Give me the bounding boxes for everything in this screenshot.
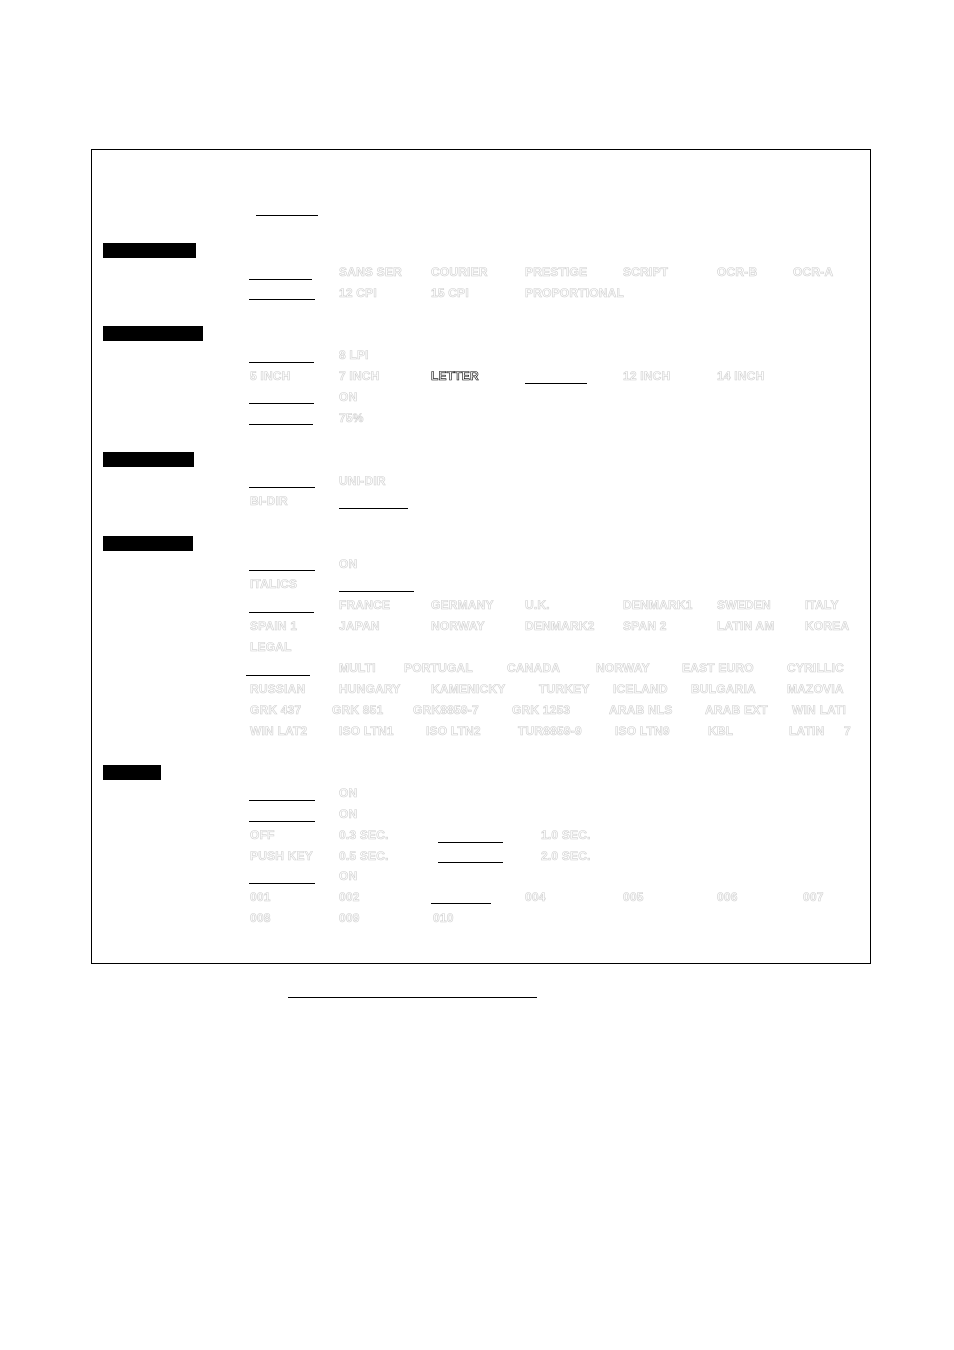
option-label: KOREA — [805, 619, 850, 633]
blank-line — [249, 821, 315, 822]
option-label: CANADA — [507, 661, 561, 675]
option-label: SPAN 2 — [623, 619, 667, 633]
option-label: GRK 437 — [250, 703, 302, 717]
blank-line — [438, 842, 503, 843]
option-label: CYRILLIC — [787, 661, 844, 675]
option-label: LETTER — [431, 369, 479, 383]
option-label: BI-DIR — [250, 494, 288, 508]
option-label: 006 — [717, 890, 738, 904]
option-label: HUNGARY — [339, 682, 401, 696]
section-header-bar — [103, 452, 194, 467]
option-label: 002 — [339, 890, 360, 904]
section-header-bar — [103, 536, 193, 551]
option-label: BULGARIA — [691, 682, 756, 696]
blank-line — [249, 570, 315, 571]
option-label: GERMANY — [431, 598, 494, 612]
option-label: 005 — [623, 890, 644, 904]
option-label: 0.3 SEC. — [339, 828, 389, 842]
option-label: U.K. — [525, 598, 550, 612]
option-label: ON — [339, 557, 358, 571]
option-label: SPAIN 1 — [250, 619, 298, 633]
option-label: DENMARK2 — [525, 619, 595, 633]
option-label: KAMENICKY — [431, 682, 506, 696]
option-label: JAPAN — [339, 619, 380, 633]
option-label: SANS SER — [339, 265, 402, 279]
option-label: ON — [339, 807, 358, 821]
option-label: LATIN AM — [717, 619, 775, 633]
option-label: 009 — [339, 911, 360, 925]
blank-line — [339, 591, 414, 592]
blank-line — [249, 299, 315, 300]
option-label: 0.5 SEC. — [339, 849, 389, 863]
option-label: SWEDEN — [717, 598, 771, 612]
option-label: WIN LAT2 — [250, 724, 308, 738]
option-label: OFF — [250, 828, 275, 842]
option-label: PUSH KEY — [250, 849, 313, 863]
option-label: LATIN — [789, 724, 825, 738]
option-label: OCR-B — [717, 265, 758, 279]
option-label: ITALY — [805, 598, 839, 612]
blank-line — [339, 508, 408, 509]
blank-line — [249, 800, 315, 801]
option-label: PROPORTIONAL — [525, 286, 625, 300]
option-label: 15 CPI — [431, 286, 469, 300]
option-label: TUR8859-9 — [518, 724, 582, 738]
blank-line — [249, 362, 314, 363]
blank-line — [249, 279, 312, 280]
blank-line — [249, 424, 313, 425]
option-label: 008 — [250, 911, 271, 925]
option-label: NORWAY — [596, 661, 650, 675]
option-label: SCRIPT — [623, 265, 669, 279]
option-label: 010 — [433, 911, 454, 925]
option-label: 001 — [250, 890, 271, 904]
option-label: ISO LTN2 — [426, 724, 481, 738]
option-label: 75% — [339, 411, 364, 425]
option-label: MULTI — [339, 661, 376, 675]
option-label: COURIER — [431, 265, 488, 279]
option-label: RUSSIAN — [250, 682, 306, 696]
blank-line — [249, 612, 314, 613]
option-label: ISO LTN1 — [339, 724, 394, 738]
option-label: 12 CPI — [339, 286, 377, 300]
blank-line — [249, 883, 315, 884]
option-label: 004 — [525, 890, 546, 904]
option-label: ARAB EXT — [705, 703, 768, 717]
option-label: 7 INCH — [339, 369, 380, 383]
option-label: 1.0 SEC. — [541, 828, 591, 842]
option-label: MAZOVIA — [787, 682, 844, 696]
option-label: NORWAY — [431, 619, 485, 633]
option-label: TURKEY — [539, 682, 590, 696]
option-label: FRANCE — [339, 598, 391, 612]
option-label: LEGAL — [250, 640, 292, 654]
blank-line — [249, 487, 315, 488]
option-label: GRK 1253 — [512, 703, 571, 717]
option-label: GRK8859-7 — [413, 703, 479, 717]
option-label: 14 INCH — [717, 369, 765, 383]
option-label: 5 INCH — [250, 369, 291, 383]
option-label: DENMARK1 — [623, 598, 693, 612]
section-header-bar — [103, 326, 203, 341]
option-label: ON — [339, 869, 358, 883]
caption-underline — [288, 997, 537, 998]
option-label: ARAB NLS — [609, 703, 673, 717]
section-header-bar — [103, 765, 161, 780]
option-label: 7 — [844, 724, 851, 738]
option-label: KBL — [708, 724, 734, 738]
title-underline — [256, 215, 318, 216]
blank-line — [249, 403, 314, 404]
blank-line — [525, 383, 587, 384]
option-label: 12 INCH — [623, 369, 671, 383]
option-label: ITALICS — [250, 577, 298, 591]
option-label: 8 LPI — [339, 348, 369, 362]
option-label: 2.0 SEC. — [541, 849, 591, 863]
option-label: ISO LTN9 — [615, 724, 670, 738]
option-label: GRK 851 — [332, 703, 384, 717]
option-label: ICELAND — [613, 682, 668, 696]
option-label: EAST EURO — [682, 661, 754, 675]
option-label: 007 — [803, 890, 824, 904]
option-label: ON — [339, 786, 358, 800]
option-label: PORTUGAL — [404, 661, 473, 675]
option-label: WIN LATI — [792, 703, 847, 717]
blank-line — [246, 675, 310, 676]
blank-line — [438, 862, 503, 863]
option-label: UNI-DIR — [339, 474, 386, 488]
option-label: OCR-A — [793, 265, 834, 279]
blank-line — [431, 903, 491, 904]
option-label: PRESTIGE — [525, 265, 588, 279]
option-label: ON — [339, 390, 358, 404]
section-header-bar — [103, 243, 196, 258]
